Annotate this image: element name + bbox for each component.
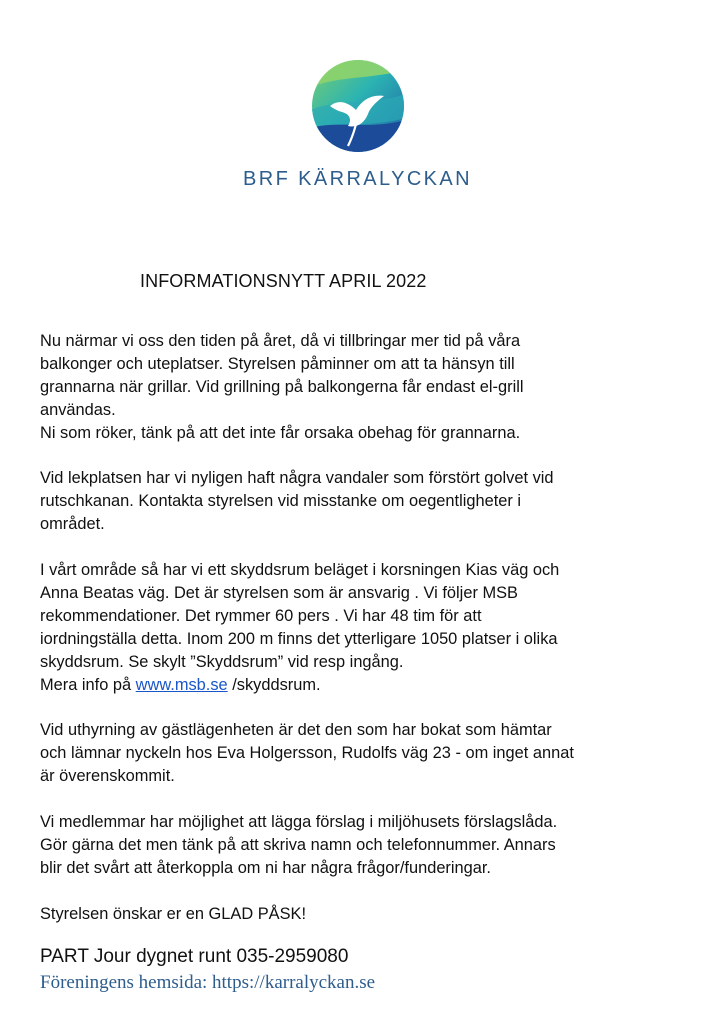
text-line: Vi medlemmar har möjlighet att lägga förslag i miljöhusets förslagslåda. xyxy=(40,812,558,831)
paragraph-shelter xyxy=(40,559,680,696)
logo xyxy=(0,58,715,154)
text-line: Nu närmar vi oss den tiden på året, då vi tillbringar mer tid på våra xyxy=(40,332,521,350)
msb-info-prefix: Mera info på xyxy=(40,675,136,694)
text-line: användas. xyxy=(40,400,116,419)
text-line: Ni som röker, tänk på att det inte får orsaka obehag för grannarna. xyxy=(40,423,521,442)
text-line: Vid lekplatsen har vi nyligen haft några vandaler som förstört golvet vid xyxy=(40,469,554,488)
emergency-contact: PART Jour dygnet runt 035-2959080 xyxy=(40,946,349,967)
paragraph-suggestions xyxy=(40,811,680,880)
paragraph-guest-apartment xyxy=(40,719,680,788)
paragraph-playground xyxy=(40,467,680,536)
msb-info-line xyxy=(40,674,680,697)
newsletter-body xyxy=(40,330,680,948)
msb-link[interactable]: www.msb.se xyxy=(135,675,228,694)
text-line: I vårt område så har vi ett skyddsrum beläget i korsningen Kias väg och xyxy=(40,561,560,580)
text-line: balkonger och uteplatser. Styrelsen påminner om att ta hänsyn till xyxy=(40,354,515,373)
paragraph-balconies xyxy=(40,330,680,445)
text-line: Gör gärna det men tänk på att skriva namn och telefonnummer. Annars xyxy=(40,835,556,854)
text-line: Styrelsen önskar er en GLAD PÅSK! xyxy=(40,904,307,923)
bird-circle-logo-icon xyxy=(310,58,406,154)
text-line: rutschkanan. Kontakta styrelsen vid misstanke om oegentligheter i xyxy=(40,492,522,511)
paragraph-easter xyxy=(40,903,680,926)
text-line: rekommendationer. Det rymmer 60 pers . Vi har 48 tim för att xyxy=(40,606,482,625)
text-line: är överenskommit. xyxy=(40,767,175,786)
association-website[interactable]: Föreningens hemsida: https://karralyckan.se xyxy=(40,972,376,993)
org-name: BRF KÄRRALYCKAN xyxy=(242,168,472,190)
text-line: och lämnar nyckeln hos Eva Holgersson, Rudolfs väg 23 - om inget annat xyxy=(40,744,574,763)
text-line: iordningställa detta. Inom 200 m finns det ytterligare 1050 platser i olika xyxy=(40,629,558,648)
text-line: grannarna när grillar. Vid grillning på balkongerna får endast el-grill xyxy=(40,377,524,396)
text-line: området. xyxy=(40,515,105,534)
text-line: Vid uthyrning av gästlägenheten är det den som har bokat som hämtar xyxy=(40,721,552,740)
msb-info-suffix: /skyddsrum. xyxy=(227,675,321,694)
text-line: skyddsrum. Se skylt ”Skyddsrum” vid resp ingång. xyxy=(40,652,404,671)
text-line: blir det svårt att återkoppla om ni har några frågor/funderingar. xyxy=(40,858,491,877)
page-title: INFORMATIONSNYTT APRIL 2022 xyxy=(140,271,427,291)
text-line: Anna Beatas väg. Det är styrelsen som är ansvarig . Vi följer MSB xyxy=(40,583,518,602)
